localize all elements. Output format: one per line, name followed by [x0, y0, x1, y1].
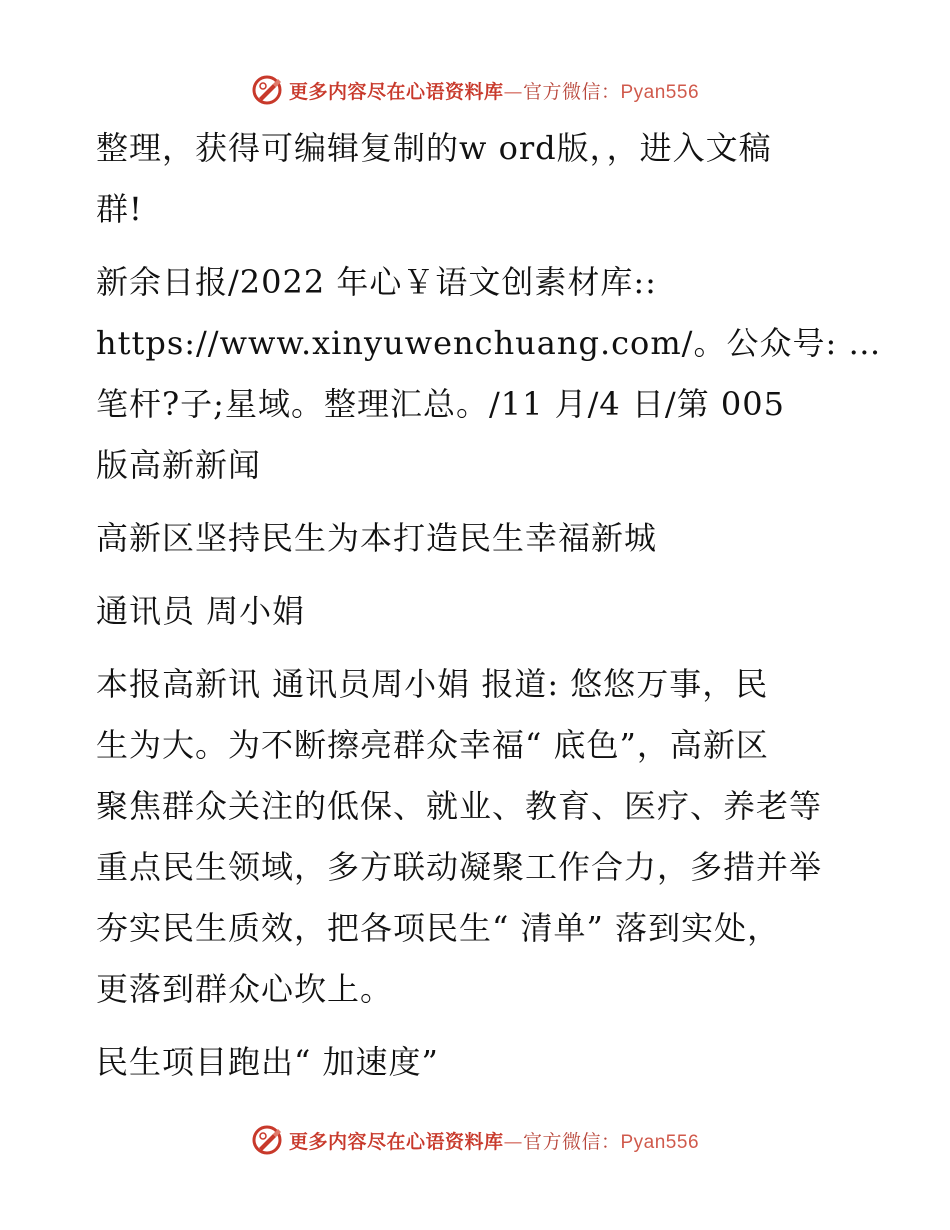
- text-line: 整理，获得可编辑复制的w ord版，，进入文稿: [96, 129, 772, 167]
- text-line: 版高新新闻: [96, 446, 262, 484]
- watermark-wechat-label: 官方微信：: [522, 1130, 621, 1153]
- watermark-main: 更多内容尽在心语资料库: [288, 1130, 504, 1153]
- header-watermark-banner: [0, 70, 950, 110]
- text-line: 民生项目跑出“ 加速度”: [96, 1043, 439, 1081]
- footer-watermark-banner: [0, 1120, 950, 1160]
- paragraph-intro: [96, 118, 856, 240]
- paragraph-lead: [96, 654, 856, 1020]
- watermark-wechat-id: Pyan556: [620, 81, 700, 103]
- watermark-text: [289, 1127, 699, 1154]
- pen-logo-icon: [251, 74, 283, 106]
- text-line: 重点民生领域，多方联动凝聚工作合力，多措并举: [96, 848, 823, 886]
- text-line: 通讯员 周小娟: [96, 592, 306, 630]
- document-body: [96, 118, 882, 1105]
- text-line: 群!: [96, 190, 143, 228]
- paragraph-source: [96, 252, 882, 496]
- text-line: 生为大。为不断擦亮群众幸福“ 底色”，高新区: [96, 726, 769, 764]
- article-headline: [96, 508, 856, 569]
- watermark-dash: —: [503, 1130, 523, 1153]
- watermark-wechat-label: 官方微信：: [522, 80, 621, 103]
- text-line: 夯实民生质效，把各项民生“ 清单” 落到实处，: [96, 909, 781, 947]
- text-line: 聚焦群众关注的低保、就业、教育、医疗、养老等: [96, 787, 823, 825]
- text-line: https://www.xinyuwenchuang.com/。公众号: …: [96, 324, 882, 362]
- text-line: 本报高新讯 通讯员周小娟 报道: 悠悠万事，民: [96, 665, 769, 703]
- watermark-main: 更多内容尽在心语资料库: [288, 80, 504, 103]
- watermark-text: [289, 77, 699, 104]
- section-subheading: [96, 1032, 856, 1093]
- watermark-wechat-id: Pyan556: [620, 1131, 700, 1153]
- pen-logo-icon: [251, 1124, 283, 1156]
- article-byline: [96, 581, 856, 642]
- watermark-dash: —: [503, 80, 523, 103]
- text-line: 高新区坚持民生为本打造民生幸福新城: [96, 519, 658, 557]
- text-line: 新余日报/2022 年心￥语文创素材库::: [96, 263, 657, 301]
- text-line: 笔杆?子;星域。整理汇总。/11 月/4 日/第 005: [96, 385, 785, 423]
- text-line: 更落到群众心坎上。: [96, 970, 394, 1008]
